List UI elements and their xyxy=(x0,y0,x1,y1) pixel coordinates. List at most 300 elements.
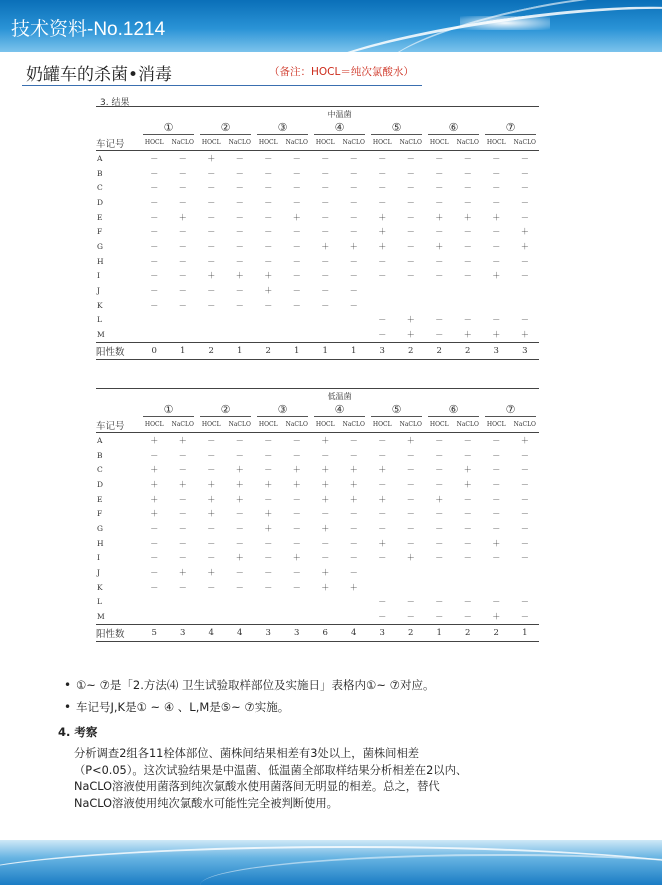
result-cell: ＋ xyxy=(463,465,472,475)
result-cell: － xyxy=(150,227,159,237)
bullet-icon: • xyxy=(64,678,72,692)
result-cell: ＋ xyxy=(406,315,415,325)
result-cell: － xyxy=(235,523,244,533)
result-cell: － xyxy=(349,568,358,578)
sub-header-naclo: NaCLO xyxy=(454,135,483,151)
result-cell: － xyxy=(321,168,330,178)
result-cell: － xyxy=(463,435,472,445)
result-cell: － xyxy=(207,227,216,237)
row-label: H xyxy=(97,256,104,266)
result-cell: － xyxy=(406,227,415,237)
result-cell: ＋ xyxy=(150,509,159,519)
mesophilic-table xyxy=(96,106,539,360)
positive-count: 3 xyxy=(283,624,312,641)
result-cell: － xyxy=(406,494,415,504)
table-title-row xyxy=(96,389,539,404)
result-cell: － xyxy=(492,183,501,193)
row-label: F xyxy=(97,509,103,519)
result-cell xyxy=(425,565,454,580)
result-cell xyxy=(397,283,426,298)
sub-header-naclo: NaCLO xyxy=(226,135,255,151)
result-cell xyxy=(283,609,312,624)
result-cell: － xyxy=(406,197,415,207)
result-cell: － xyxy=(406,271,415,281)
table-row xyxy=(96,283,539,298)
sub-header-hocl: HOCL xyxy=(254,417,283,433)
column-number xyxy=(197,121,254,135)
result-cell: － xyxy=(435,168,444,178)
result-cell: － xyxy=(292,300,301,310)
sub-header-hocl: HOCL xyxy=(368,135,397,151)
result-cell: － xyxy=(406,450,415,460)
result-cell: － xyxy=(349,183,358,193)
table-row xyxy=(96,580,539,595)
result-cell: － xyxy=(292,286,301,296)
result-cell: － xyxy=(492,153,501,163)
discussion-line: NaCLO溶液使用纯次氯酸水可能性完全被判断使用。 xyxy=(74,796,338,810)
positive-count: 3 xyxy=(368,624,397,641)
result-cell: － xyxy=(178,509,187,519)
column-number-underline: ② xyxy=(200,121,251,135)
result-cell: ＋ xyxy=(520,330,529,340)
result-cell: ＋ xyxy=(207,479,216,489)
result-cell: ＋ xyxy=(378,494,387,504)
result-cell: ＋ xyxy=(463,479,472,489)
result-cell: － xyxy=(292,450,301,460)
result-cell: ＋ xyxy=(378,212,387,222)
column-number-underline: ⑦ xyxy=(485,121,536,135)
result-cell: － xyxy=(406,212,415,222)
discussion-heading: 4. 考察 xyxy=(58,725,98,739)
result-cell: － xyxy=(463,523,472,533)
sub-header-naclo: NaCLO xyxy=(226,417,255,433)
result-cell: － xyxy=(463,315,472,325)
result-cell: ＋ xyxy=(349,582,358,592)
row-label-header: 车记号 xyxy=(96,417,140,433)
result-cell: ＋ xyxy=(235,271,244,281)
result-cell: － xyxy=(492,509,501,519)
positive-count-label: 阳性数 xyxy=(96,342,140,359)
sub-header-hocl: HOCL xyxy=(254,135,283,151)
result-cell: ＋ xyxy=(463,212,472,222)
result-cell: － xyxy=(520,597,529,607)
result-cell xyxy=(397,580,426,595)
result-cell: － xyxy=(292,435,301,445)
positive-count: 1 xyxy=(169,342,198,359)
result-cell: ＋ xyxy=(292,479,301,489)
result-cell: － xyxy=(520,612,529,622)
result-cell xyxy=(340,609,369,624)
result-cell xyxy=(311,313,340,328)
table-title: 中温菌 xyxy=(140,107,539,122)
result-cell: ＋ xyxy=(520,227,529,237)
positive-count: 3 xyxy=(511,342,540,359)
result-cell: － xyxy=(235,509,244,519)
result-cell: ＋ xyxy=(321,582,330,592)
result-cell: － xyxy=(520,494,529,504)
result-cell xyxy=(454,283,483,298)
result-cell: ＋ xyxy=(378,227,387,237)
positive-count: 3 xyxy=(169,624,198,641)
result-cell: － xyxy=(207,241,216,251)
result-cell: － xyxy=(292,197,301,207)
result-cell: ＋ xyxy=(235,553,244,563)
result-cell: － xyxy=(178,197,187,207)
positive-count-row xyxy=(96,342,539,359)
result-cell: － xyxy=(349,300,358,310)
result-cell: － xyxy=(520,197,529,207)
note-text: 车记号J,K是① ~ ④ 、L,M是⑤~ ⑦实施。 xyxy=(76,700,290,714)
result-cell: － xyxy=(406,538,415,548)
result-cell: － xyxy=(178,183,187,193)
positive-count: 1 xyxy=(340,342,369,359)
header-glow xyxy=(460,16,550,30)
sub-header-hocl: HOCL xyxy=(197,135,226,151)
result-cell: ＋ xyxy=(264,271,273,281)
result-cell: ＋ xyxy=(321,494,330,504)
table-row xyxy=(96,151,539,166)
table-row xyxy=(96,210,539,225)
result-cell: ＋ xyxy=(378,538,387,548)
result-cell: － xyxy=(321,183,330,193)
sub-header-hocl: HOCL xyxy=(425,135,454,151)
table-row xyxy=(96,448,539,463)
result-cell: － xyxy=(378,315,387,325)
column-number-underline: ③ xyxy=(257,121,308,135)
table-row xyxy=(96,166,539,181)
result-cell: － xyxy=(264,582,273,592)
result-cell xyxy=(368,580,397,595)
result-cell: ＋ xyxy=(264,479,273,489)
result-cell: － xyxy=(378,509,387,519)
result-cell: － xyxy=(435,597,444,607)
result-cell: － xyxy=(207,168,216,178)
result-cell xyxy=(511,283,540,298)
result-cell: － xyxy=(406,241,415,251)
result-cell: － xyxy=(150,568,159,578)
result-cell: － xyxy=(463,271,472,281)
result-cell: － xyxy=(235,183,244,193)
blank-cell xyxy=(96,107,140,122)
result-cell: － xyxy=(520,509,529,519)
result-cell: － xyxy=(235,241,244,251)
result-cell: － xyxy=(492,256,501,266)
result-cell: － xyxy=(435,612,444,622)
sub-header-naclo: NaCLO xyxy=(169,135,198,151)
table-row xyxy=(96,506,539,521)
row-label: C xyxy=(97,465,103,475)
result-cell: － xyxy=(406,465,415,475)
row-label: E xyxy=(97,494,103,504)
result-cell xyxy=(511,298,540,313)
result-cell: － xyxy=(264,553,273,563)
result-cell xyxy=(197,595,226,610)
result-cell: － xyxy=(292,183,301,193)
result-cell: － xyxy=(463,553,472,563)
result-cell: － xyxy=(435,523,444,533)
result-cell: － xyxy=(435,465,444,475)
result-cell: ＋ xyxy=(349,479,358,489)
sub-header-naclo: NaCLO xyxy=(397,417,426,433)
result-cell: － xyxy=(264,300,273,310)
result-cell: － xyxy=(207,538,216,548)
result-cell: － xyxy=(150,241,159,251)
row-label: L xyxy=(97,315,102,325)
title-rule xyxy=(22,85,422,86)
result-cell: － xyxy=(349,212,358,222)
result-cell: － xyxy=(207,212,216,222)
column-number xyxy=(425,121,482,135)
table-row xyxy=(96,595,539,610)
row-label-header: 车记号 xyxy=(96,135,140,151)
table-row xyxy=(96,195,539,210)
result-cell: ＋ xyxy=(492,212,501,222)
positive-count: 4 xyxy=(197,624,226,641)
result-cell: ＋ xyxy=(406,330,415,340)
result-cell: － xyxy=(178,465,187,475)
table-row xyxy=(96,239,539,254)
result-cell xyxy=(254,595,283,610)
result-cell: － xyxy=(349,271,358,281)
result-cell: － xyxy=(349,509,358,519)
result-cell: － xyxy=(435,183,444,193)
result-cell: － xyxy=(235,538,244,548)
notes-list xyxy=(64,674,434,718)
result-cell: － xyxy=(264,435,273,445)
sub-header-hocl: HOCL xyxy=(197,417,226,433)
result-cell: － xyxy=(492,197,501,207)
table-row xyxy=(96,180,539,195)
result-cell: － xyxy=(520,523,529,533)
result-cell: － xyxy=(292,523,301,533)
row-label: F xyxy=(97,227,103,237)
result-cell: － xyxy=(492,435,501,445)
result-cell: － xyxy=(520,315,529,325)
result-cell: ＋ xyxy=(321,479,330,489)
result-cell xyxy=(311,595,340,610)
result-cell xyxy=(368,298,397,313)
result-cell xyxy=(197,609,226,624)
result-cell: ＋ xyxy=(321,523,330,533)
result-cell: － xyxy=(463,168,472,178)
result-cell: ＋ xyxy=(292,553,301,563)
sub-header-hocl: HOCL xyxy=(311,135,340,151)
result-cell: － xyxy=(349,538,358,548)
positive-count: 4 xyxy=(340,624,369,641)
row-label: B xyxy=(97,168,103,178)
result-cell: － xyxy=(321,286,330,296)
result-cell: － xyxy=(207,450,216,460)
positive-count: 2 xyxy=(425,342,454,359)
result-cell: － xyxy=(178,523,187,533)
result-cell: － xyxy=(463,256,472,266)
column-number xyxy=(311,121,368,135)
page-title: 奶罐车的杀菌•消毒 xyxy=(26,65,173,85)
result-cell: － xyxy=(435,330,444,340)
result-cell: － xyxy=(492,450,501,460)
result-cell: － xyxy=(378,271,387,281)
result-cell: － xyxy=(207,523,216,533)
result-cell: － xyxy=(406,523,415,533)
result-cell: ＋ xyxy=(178,568,187,578)
positive-count: 2 xyxy=(197,342,226,359)
result-cell: － xyxy=(178,256,187,266)
column-number-underline: ① xyxy=(143,403,194,417)
result-cell xyxy=(511,580,540,595)
result-cell: － xyxy=(150,300,159,310)
sub-header-hocl: HOCL xyxy=(482,135,511,151)
result-cell: － xyxy=(520,183,529,193)
result-cell: － xyxy=(520,479,529,489)
result-cell: － xyxy=(463,538,472,548)
result-cell xyxy=(169,327,198,342)
result-cell: － xyxy=(520,153,529,163)
result-cell: － xyxy=(235,256,244,266)
bullet-icon: • xyxy=(64,700,72,714)
result-cell xyxy=(226,609,255,624)
discussion-line: （P<0.05）。这次试验结果是中温菌、低温菌全部取样结果分析相差在2以内、 xyxy=(74,763,468,777)
result-cell xyxy=(311,609,340,624)
result-cell xyxy=(197,313,226,328)
result-cell: － xyxy=(378,435,387,445)
result-cell: ＋ xyxy=(292,212,301,222)
result-cell: － xyxy=(207,465,216,475)
result-cell: － xyxy=(349,286,358,296)
row-label: M xyxy=(97,612,105,622)
sub-header-naclo: NaCLO xyxy=(397,135,426,151)
column-number-row xyxy=(96,121,539,135)
result-cell: － xyxy=(235,450,244,460)
result-cell: － xyxy=(264,538,273,548)
result-cell: － xyxy=(264,212,273,222)
result-cell: － xyxy=(520,256,529,266)
result-cell: ＋ xyxy=(178,435,187,445)
result-cell xyxy=(169,609,198,624)
table-title-row xyxy=(96,107,539,122)
result-cell: － xyxy=(492,479,501,489)
row-label: K xyxy=(97,300,103,310)
sub-header-hocl: HOCL xyxy=(311,417,340,433)
result-cell: － xyxy=(178,286,187,296)
column-number-underline: ① xyxy=(143,121,194,135)
row-label: K xyxy=(97,582,103,592)
table-row xyxy=(96,565,539,580)
positive-count: 1 xyxy=(511,624,540,641)
result-cell: ＋ xyxy=(264,523,273,533)
column-number-underline: ⑥ xyxy=(428,403,479,417)
result-cell: － xyxy=(150,153,159,163)
result-cell xyxy=(454,580,483,595)
result-cell xyxy=(140,609,169,624)
result-cell: ＋ xyxy=(492,538,501,548)
row-label: I xyxy=(97,271,100,281)
sub-header-naclo: NaCLO xyxy=(454,417,483,433)
sub-header-hocl: HOCL xyxy=(482,417,511,433)
result-cell: － xyxy=(178,300,187,310)
result-cell: － xyxy=(435,315,444,325)
result-cell: － xyxy=(150,212,159,222)
result-cell: ＋ xyxy=(435,212,444,222)
result-cell: － xyxy=(292,509,301,519)
result-cell xyxy=(340,327,369,342)
row-label: M xyxy=(97,330,105,340)
result-cell: － xyxy=(235,197,244,207)
sub-header-naclo: NaCLO xyxy=(340,417,369,433)
result-cell: － xyxy=(378,479,387,489)
result-cell: － xyxy=(150,183,159,193)
row-label: D xyxy=(97,479,104,489)
result-cell: － xyxy=(292,227,301,237)
result-cell: ＋ xyxy=(321,241,330,251)
result-cell xyxy=(482,298,511,313)
result-cell: ＋ xyxy=(150,494,159,504)
result-cell: － xyxy=(520,553,529,563)
result-cell: － xyxy=(321,256,330,266)
note-item xyxy=(64,696,434,718)
result-cell: － xyxy=(292,582,301,592)
result-cell: － xyxy=(207,435,216,445)
row-label: B xyxy=(97,450,103,460)
result-cell xyxy=(425,298,454,313)
result-cell: － xyxy=(150,286,159,296)
positive-count: 2 xyxy=(454,342,483,359)
result-cell: － xyxy=(235,286,244,296)
note-text: ①~ ⑦是「2.方法⑷ 卫生试验取样部位及实施日」表格内①~ ⑦对应。 xyxy=(76,678,435,692)
result-cell: ＋ xyxy=(492,271,501,281)
result-cell: － xyxy=(520,465,529,475)
result-cell: ＋ xyxy=(150,465,159,475)
result-cell: － xyxy=(235,212,244,222)
table-title: 低温菌 xyxy=(140,389,539,404)
column-number xyxy=(368,403,425,417)
column-number xyxy=(197,403,254,417)
sub-header-hocl: HOCL xyxy=(425,417,454,433)
result-cell: － xyxy=(492,465,501,475)
column-number-underline: ⑤ xyxy=(371,121,422,135)
result-cell: － xyxy=(150,450,159,460)
table-row xyxy=(96,477,539,492)
sub-header-hocl: HOCL xyxy=(140,417,169,433)
positive-count: 1 xyxy=(283,342,312,359)
result-cell: － xyxy=(435,435,444,445)
result-cell: － xyxy=(435,227,444,237)
result-cell: － xyxy=(378,553,387,563)
result-cell xyxy=(454,565,483,580)
result-cell: － xyxy=(235,168,244,178)
row-label: L xyxy=(97,597,102,607)
result-cell: － xyxy=(178,241,187,251)
discussion-paragraph xyxy=(74,746,614,812)
result-cell: ＋ xyxy=(321,568,330,578)
result-cell: ＋ xyxy=(378,465,387,475)
result-cell: － xyxy=(406,256,415,266)
column-number xyxy=(254,403,311,417)
result-cell: － xyxy=(406,509,415,519)
table-row xyxy=(96,313,539,328)
result-cell: － xyxy=(492,227,501,237)
result-cell xyxy=(226,595,255,610)
result-cell: － xyxy=(435,153,444,163)
sub-header-naclo: NaCLO xyxy=(340,135,369,151)
result-cell: － xyxy=(235,435,244,445)
table-row xyxy=(96,433,539,448)
row-label: D xyxy=(97,197,104,207)
result-cell: － xyxy=(349,435,358,445)
result-cell xyxy=(140,313,169,328)
result-cell: － xyxy=(292,271,301,281)
result-cell xyxy=(140,595,169,610)
result-cell: － xyxy=(378,168,387,178)
